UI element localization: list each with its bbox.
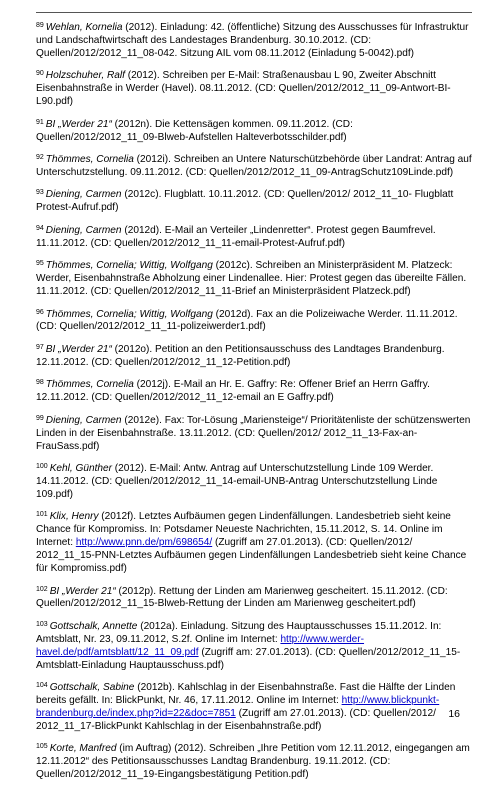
footnote-text: (2012n). Die Kettensägen kommen. 09.11.2012. (CD: Quellen/2012/2012_11_09-Blweb-Aufstellen Halteverbotsschilder.pdf) [36,118,353,143]
footnote-102 [36,586,472,612]
footnote-author: Gottschalk, Annette [49,620,138,632]
footnote-94 [36,225,472,251]
footnote-author: Thömmes, Cornelia [45,379,134,391]
footnote-100 [36,463,472,502]
footnote-author: Thömmes, Cornelia [45,154,134,166]
footnote-author: BI „Werder 21“ [45,118,112,130]
footnote-text: (2012b). Kahlschlag in der Eisenbahnstraße. Fast die Hälfte der Linden bereits gefällt. In: BlickPunkt, Nr. 46, 17.11.2012. Online im Internet: [36,682,456,707]
footnote-105 [36,743,472,782]
footnote-number: 99 [36,414,44,422]
footnote-text: (2012i). Schreiben an Untere Naturschützbehörde über Landrat: Antrag auf Unterschutzstellung. 09.11.2012. (CD: Quellen/2012/2012_11_09-AntragSchutz109Linde.pdf) [36,154,472,178]
footnote-author: Thömmes, Cornelia; Wittig, Wolfgang [45,308,213,320]
footnote-98 [36,379,472,405]
footnote-separator [36,12,472,13]
footnote-text: (im Auftrag) (2012). Schreiben „Ihre Petition vom 12.11.2012, eingegangen am 12.11.2012“ des Petitionsausschusses Landtag Brandenburg. 19.11.2012. (CD: Quellen/2012/2012_11_19-Eingangsbestätigung Petition.pdf) [36,743,470,781]
footnote-text: (2012o). Petition an den Petitionsausschuss des Landtages Brandenburg. 12.11.2012. (CD: Quellen/2012/2012_11_12-Petition.pdf) [36,343,445,368]
footnote-number: 91 [36,118,44,126]
footnote-text: (2012p). Rettung der Linden am Marienweg gescheitert. 15.11.2012. (CD: Quellen/2012/2012_11_15-Blweb-Rettung der Linden am Marienweg gescheitert.pdf) [36,585,448,610]
footnote-text: (2012). E-Mail: Antw. Antrag auf Unterschutzstellung Linde 109 Werder. 14.11.2012. (CD: Quellen/2012/2012_11_14-email-UNB-Antrag Unterschutzstellung Linde 109.pdf) [36,463,438,500]
footnote-number: 100 [36,463,48,471]
footnote-text: (2012c). Schreiben an Ministerpräsident M. Platzeck: Werder, Eisenbahnstraße Abholzung einer Lindenallee. Hier: Protest gegen das übereilte Fällen. 11.11.2012. (CD: Quellen/2012/2012_11_11-Brief an Ministerpräsident Platzeck.pdf) [36,260,467,298]
footnote-number: 104 [36,682,48,690]
footnote-number: 103 [36,620,48,628]
footnote-text: (2012d). E-Mail an Verteiler „Lindenretter“. Protest gegen Baumfrevel. 11.11.2012. (CD: Quellen/2012/2012_11_11-email-Protest-Aufruf.pdf) [36,224,436,249]
footnote-text: (2012e). Fax: Tor-Lösung „Mariensteige“/ Prioritätenliste der schützenswerten Linden in der Eisenbahnstraße. 13.11.2012. (CD: Quellen/2012/ 2012_11_13-Fax-an-FrauSass.pdf) [36,414,471,452]
footnote-number: 90 [36,70,44,78]
footnote-101 [36,511,472,576]
footnote-number: 101 [36,511,48,519]
footnote-author: Holzschuher, Ralf [45,70,125,82]
footnote-list [36,22,472,792]
footnote-90 [36,70,472,109]
footnote-number: 93 [36,189,44,197]
footnote-number: 94 [36,224,44,232]
footnote-author: Diening, Carmen [45,189,122,201]
footnote-92 [36,154,472,180]
footnote-author: Diening, Carmen [45,414,122,426]
footnote-author: Diening, Carmen [45,224,122,236]
footnote-99 [36,415,472,454]
footnote-text: (2012d). Fax an die Polizeiwache Werder. 11.11.2012. (CD: Quellen/2012/2012_11_11-polizeiwerder1.pdf) [36,308,458,333]
footnote-96 [36,309,472,335]
footnote-95 [36,260,472,299]
footnote-number: 95 [36,260,44,268]
footnote-number: 102 [36,585,48,593]
footnote-author: Klix, Henry [49,511,99,523]
footnote-91 [36,119,472,145]
footnote-text: (2012f). Letztes Aufbäumen gegen Lindenfällungen. Landesbetrieb sieht keine Chance für Kompromiss. In: Potsdamer Neueste Nachrichten, 15.11.2012, S. 14. Online im Internet: [36,511,451,549]
footnote-link[interactable]: http://www.blickpunkt-brandenburg.de/index.php?id=22&doc=7851 [36,695,440,719]
footnote-number: 97 [36,343,44,351]
footnote-author: Wehlan, Kornelia [45,22,123,33]
footnote-author: Gottschalk, Sabine [49,682,135,694]
footnote-number: 92 [36,154,44,162]
footnote-number: 96 [36,308,44,316]
footnote-author: Kehl, Günther [49,463,112,475]
footnote-93 [36,189,472,215]
footnote-text: (Zugriff am 27.01.2013). (CD: Quellen/2012/ 2012_11_15-PNN-Letztes Aufbäumen gegen Lindenfällungen Landesbetrieb sieht keine Chance für Kompromiss.pdf) [36,537,467,575]
footnote-103 [36,621,472,673]
footnote-author: Korte, Manfred [49,743,117,755]
footnote-number: 89 [36,22,44,29]
page-number: 16 [448,708,460,720]
footnote-104 [36,682,472,734]
footnote-text: (2012j). E-Mail an Hr. E. Gaffry: Re: Offener Brief an Herrn Gaffry. 12.11.2012. (CD: Quellen/2012/2012_11_12-email an E Gaffry.pdf) [36,379,430,404]
footnote-text: (2012). Schreiben per E-Mail: Straßenausbau L 90, Zweiter Abschnitt Eisenbahnstraße in Werder (Havel). 08.11.2012. (CD: Quellen/2012/2012_11_09-Antwort-BI-L90.pdf) [36,70,451,108]
footnote-text: (2012a). Einladung. Sitzung des Hauptausschusses 15.11.2012. In: Amtsblatt, Nr. 23, 09.11.2012, S.2f. Online im Internet: [36,620,442,645]
footnote-link[interactable]: http://www.werder-havel.de/pdf/amtsblatt/12_11_09.pdf [36,633,365,658]
footnote-author: BI „Werder 21“ [45,343,112,355]
footnote-author: BI „Werder 21“ [49,585,116,597]
footnote-number: 105 [36,743,48,751]
footnote-author: Thömmes, Cornelia; Wittig, Wolfgang [45,260,213,272]
footnote-link[interactable]: http://www.pnn.de/pm/698654/ [75,537,213,549]
footnote-text: (Zugriff am 27.01.2013). (CD: Quellen/2012/ 2012_11_17-BlickPunkt Kahlschlag in der Eisenbahnstraße.pdf) [36,707,436,732]
footnote-number: 98 [36,379,44,387]
footnote-text: (2012). Einladung: 42. (öffentliche) Sitzung des Ausschusses für Infrastruktur und Landschaftwirtschaft des Landestages Brandenburg. 30.10.2012. (CD: Quellen/2012/2012_11_08-042. Sitzung AIL vom 08.11.2012 (Einladung 5-0042).pdf) [36,22,469,59]
footnote-97 [36,344,472,370]
footnote-text: (Zugriff am: 27.01.2013). (CD: Quellen/2012/2012_11_15-Amtsblatt-Einladung Hauptausschuss.pdf) [36,646,461,671]
footnote-text: (2012c). Flugblatt. 10.11.2012. (CD: Quellen/2012/ 2012_11_10- Flugblatt Protest-Aufruf.pdf) [36,189,454,214]
footnote-89 [36,22,472,61]
